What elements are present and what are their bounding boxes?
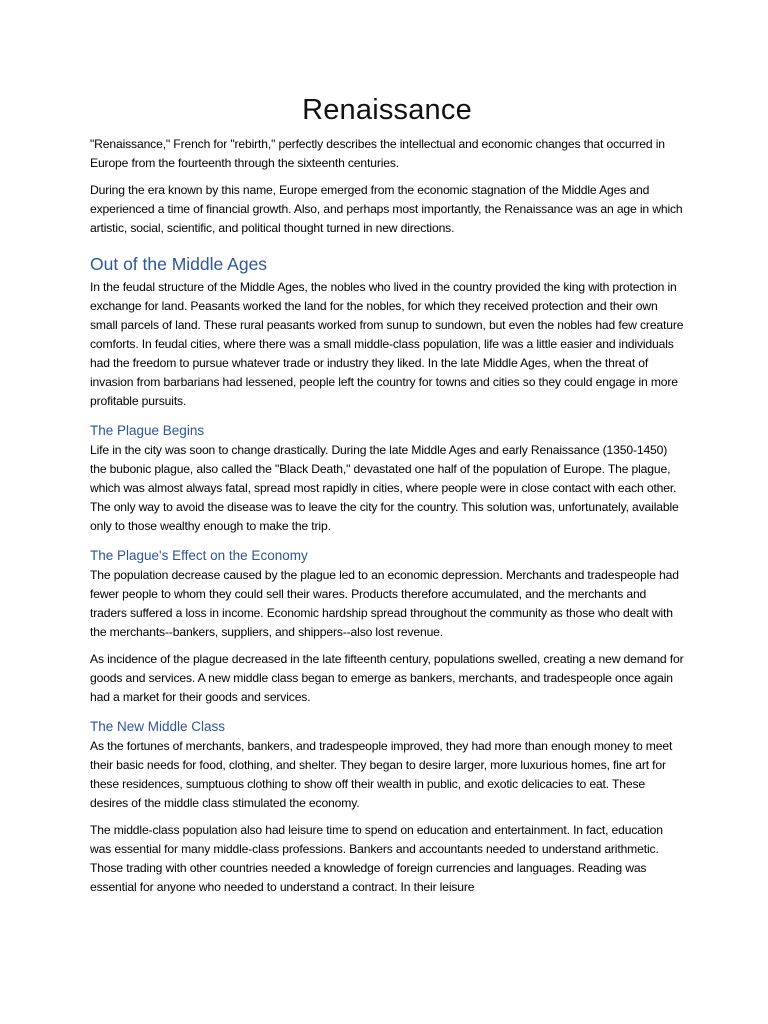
subsection-heading-plague-begins: The Plague Begins [90, 423, 205, 438]
middle-ages-paragraph: In the feudal structure of the Middle Ages, the nobles who lived in the country provided the king with protection in exchange for land. Peasants worked the land for the nobles, for which they received protection and their own small parcels of land. These rural peasants worked from sunup to sundown, but even the nobles had few creature comforts. In feudal cities, where there was a small middle-class population, life was a little easier and individuals had the freedom to pursue whatever trade or industry they liked. In the late Middle Ages, when the threat of invasion from barbarians had lessened, people left the country for towns and cities so they could engage in more profitable pursuits. [90, 280, 684, 408]
document-page [90, 92, 684, 905]
subsection-heading-plague-economy: The Plague's Effect on the Economy [90, 548, 308, 563]
plague-economy-paragraph-2: As incidence of the plague decreased in the late fifteenth century, populations swelled, creating a new demand for goods and services. A new middle class began to emerge as bankers, merchants, and tradespeople once again had a market for their goods and services. [90, 652, 684, 704]
plague-begins-paragraph: Life in the city was soon to change drastically. During the late Middle Ages and early Renaissance (1350-1450) the bubonic plague, also called the "Black Death," devastated one half of the population of Europe. The plague, which was almost always fatal, spread most rapidly in cities, where people were in close contact with each other. The only way to avoid the disease was to leave the city for the country. This solution was, unfortunately, available only to those wealthy enough to make the trip. [90, 443, 679, 533]
middle-class-paragraph-1: As the fortunes of merchants, bankers, and tradespeople improved, they had more than enough money to meet their basic needs for food, clothing, and shelter. They began to desire larger, more luxurious homes, fine art for these residences, sumptuous clothing to show off their wealth in public, and exotic delicacies to eat. These desires of the middle class stimulated the economy. [90, 739, 673, 810]
intro-paragraph-1: "Renaissance," French for "rebirth," perfectly describes the intellectual and economic changes that occurred in Europe from the fourteenth through the sixteenth centuries. [90, 137, 665, 170]
section-heading-middle-ages: Out of the Middle Ages [90, 254, 268, 274]
plague-economy-paragraph-1: The population decrease caused by the plague led to an economic depression. Merchants and tradespeople had fewer people to whom they could sell their wares. Products therefore accumulated, and the merchants and traders suffered a loss in income. Economic hardship spread throughout the community as those who dealt with the merchants--bankers, suppliers, and shippers--also lost revenue. [90, 568, 679, 639]
document-title: Renaissance [302, 94, 472, 126]
subsection-heading-new-middle-class: The New Middle Class [90, 719, 226, 734]
intro-paragraph-2: During the era known by this name, Europe emerged from the economic stagnation of the Middle Ages and experienced a time of financial growth. Also, and perhaps most importantly, the Renaissance was an age in which artistic, social, scientific, and political thought turned in new directions. [90, 183, 683, 235]
middle-class-paragraph-2: The middle-class population also had leisure time to spend on education and entertainment. In fact, education was essential for many middle-class professions. Bankers and accountants needed to understand arithmetic. Those trading with other countries needed a knowledge of foreign currencies and languages. Reading was essential for anyone who needed to understand a contract. In their leisure [90, 823, 663, 894]
